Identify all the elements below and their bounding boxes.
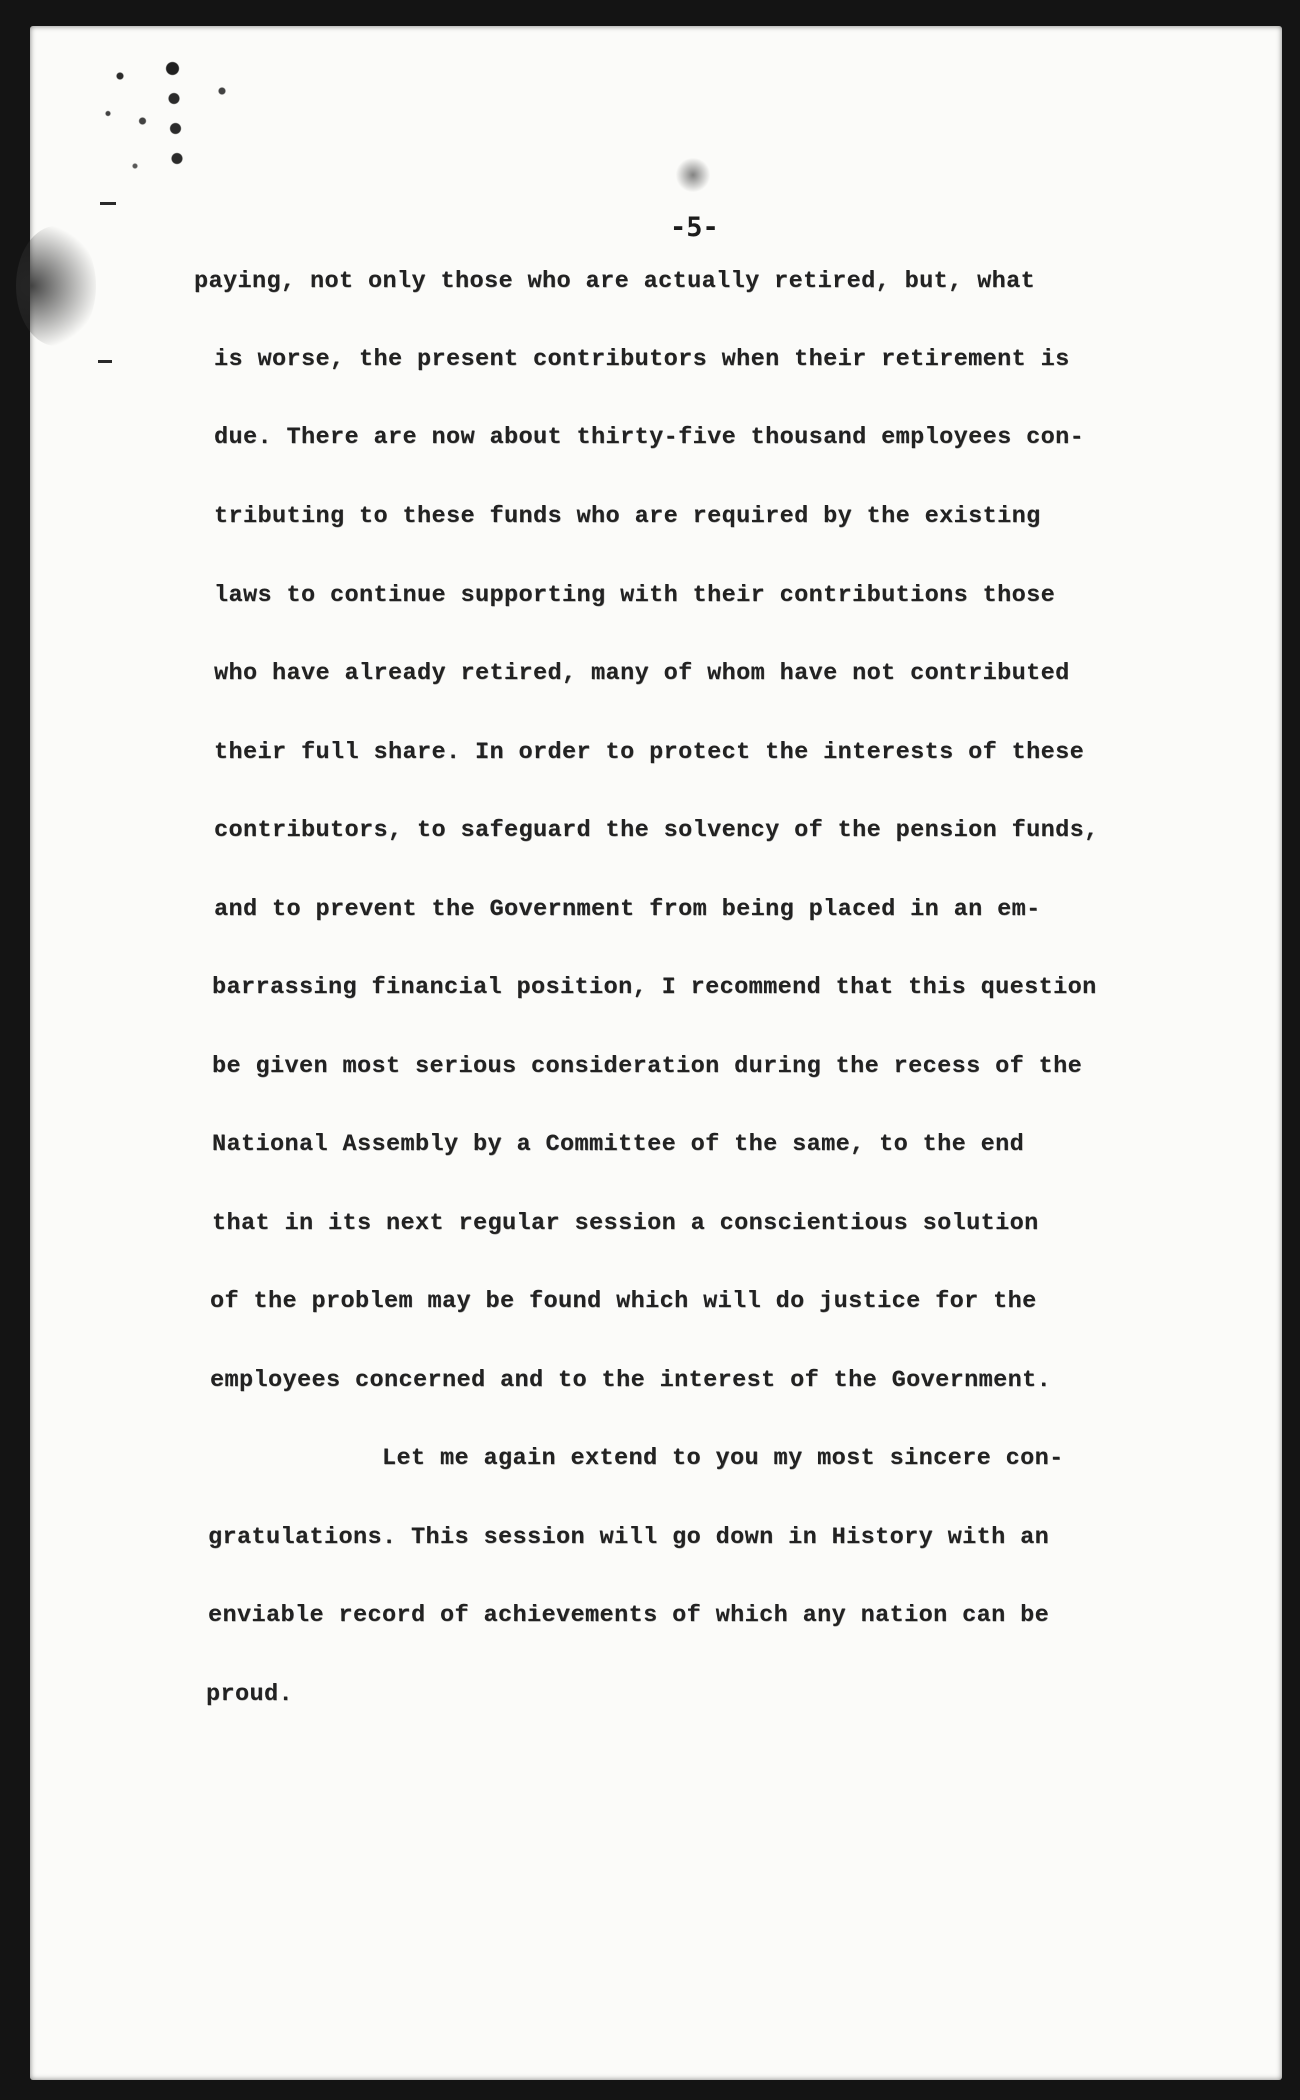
text-line: barrassing financial position, I recommend that this question bbox=[212, 974, 1097, 1001]
ink-blot-top bbox=[675, 158, 711, 192]
text-line: due. There are now about thirty-five thousand employees con- bbox=[214, 424, 1085, 451]
text-line: gratulations. This session will go down in History with an bbox=[208, 1524, 1050, 1551]
page-number: -5- bbox=[670, 212, 719, 243]
text-line: tributing to these funds who are required by the existing bbox=[214, 503, 1041, 530]
text-line: contributors, to safeguard the solvency of the pension funds, bbox=[214, 817, 1099, 844]
text-line: who have already retired, many of whom have not contributed bbox=[214, 660, 1070, 687]
margin-dash-2 bbox=[98, 360, 112, 363]
text-line: and to prevent the Government from being placed in an em- bbox=[214, 896, 1041, 923]
text-line: that in its next regular session a conscientious solution bbox=[212, 1210, 1039, 1237]
text-line: paying, not only those who are actually retired, but, what bbox=[194, 268, 1036, 295]
text-line: their full share. In order to protect the interests of these bbox=[214, 739, 1085, 766]
text-line: laws to continue supporting with their contributions those bbox=[214, 582, 1056, 609]
text-line: employees concerned and to the interest of the Government. bbox=[210, 1367, 1052, 1394]
text-line: National Assembly by a Committee of the same, to the end bbox=[212, 1131, 1025, 1158]
text-line: of the problem may be found which will do justice for the bbox=[210, 1288, 1037, 1315]
text-line: enviable record of achievements of which any nation can be bbox=[208, 1602, 1050, 1629]
text-line: proud. bbox=[206, 1681, 294, 1708]
text-line: be given most serious consideration during the recess of the bbox=[212, 1053, 1083, 1080]
text-line: is worse, the present contributors when their retirement is bbox=[214, 346, 1070, 373]
document-page bbox=[30, 26, 1282, 2080]
text-line: Let me again extend to you my most sincere con- bbox=[382, 1445, 1064, 1472]
ink-specks bbox=[90, 46, 240, 196]
margin-dash-1 bbox=[100, 202, 116, 205]
ink-smudge-left bbox=[16, 226, 96, 346]
